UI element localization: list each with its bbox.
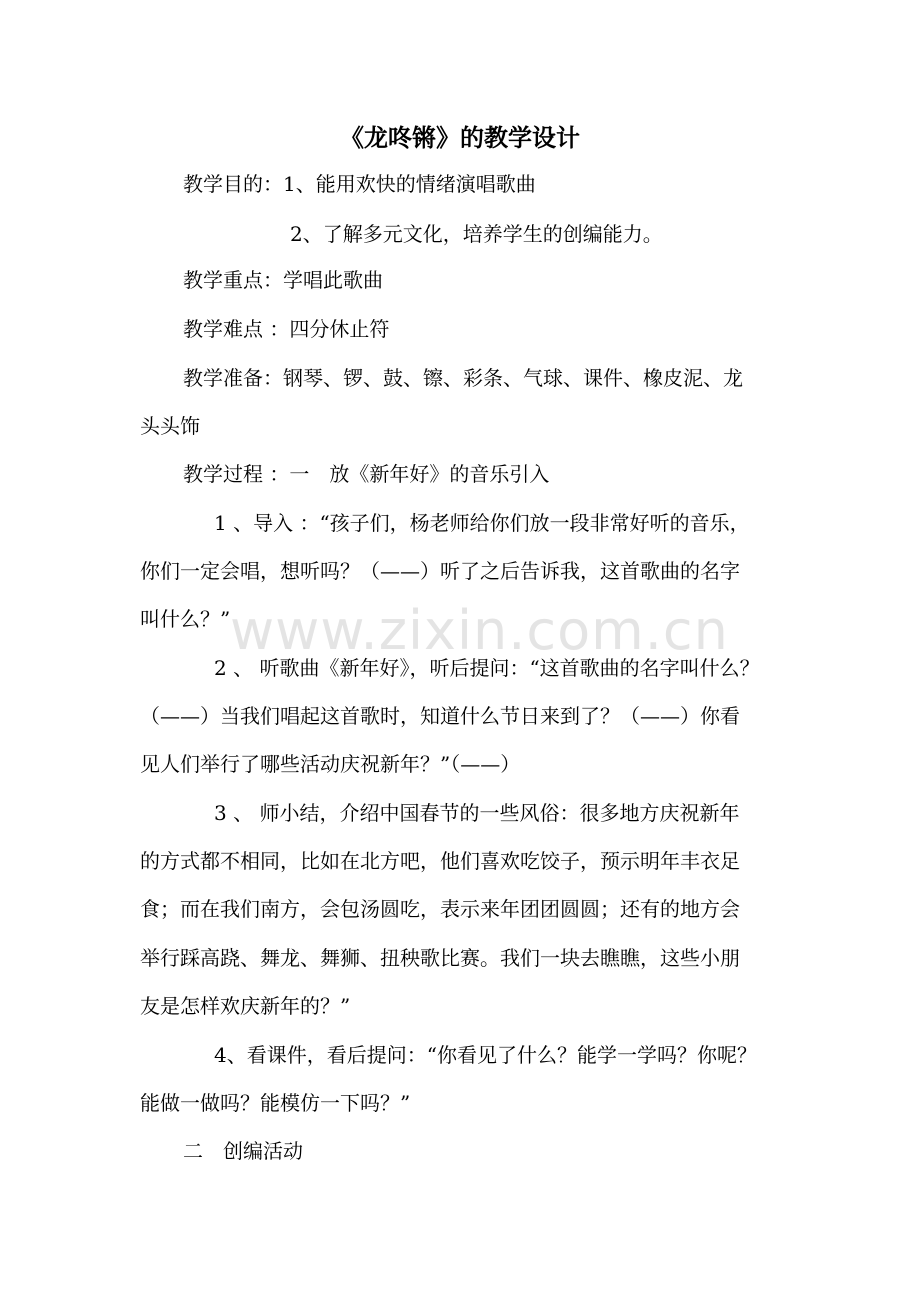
step3-line-5: 友是怎样欢庆新年的？” (140, 994, 351, 1018)
step3-line-3: 食；而在我们南方，会包汤圆吃，表示来年团团圆圆；还有的地方会 (140, 897, 740, 921)
section-two-heading: 二 创编活动 (183, 1139, 303, 1163)
step2-line-2: （——）当我们唱起这首歌时，知道什么节日来到了？（——）你看 (140, 704, 740, 728)
step3-line-1: 3 、 师小结，介绍中国春节的一些风俗：很多地方庆祝新年 (214, 801, 740, 825)
step2-line-3: 见人们举行了哪些活动庆祝新年？”（——） (140, 752, 521, 776)
preparation-line-1: 教学准备：钢琴、锣、鼓、镲、彩条、气球、课件、橡皮泥、龙 (183, 366, 743, 390)
preparation-line-2: 头头饰 (140, 414, 200, 438)
step3-line-4: 举行踩高跷、舞龙、舞狮、扭秧歌比赛。我们一块去瞧瞧，这些小朋 (140, 946, 740, 970)
step4-line-1: 4、看课件，看后提问：“你看见了什么？能学一学吗？你呢？ (214, 1043, 757, 1067)
step2-line-1: 2 、 听歌曲《新年好》，听后提问：“这首歌曲的名字叫什么？ (214, 656, 760, 680)
process-heading-line: 教学过程 ：一 放《新年好》的音乐引入 (183, 462, 550, 486)
key-point-line: 教学重点：学唱此歌曲 (183, 268, 383, 292)
step1-line-1: 1 、导入 ：“孩子们，杨老师给你们放一段非常好听的音乐， (214, 511, 750, 535)
difficulty-line: 教学难点 ：四分休止符 (183, 317, 390, 341)
step3-line-2: 的方式都不相同，比如在北方吧，他们喜欢吃饺子，预示明年丰衣足 (140, 849, 740, 873)
objective-line-1: 教学目的：1、能用欢快的情绪演唱歌曲 (183, 172, 536, 196)
step1-line-3: 叫什么？” (140, 607, 231, 631)
watermark-text: www.zixin.com.cn (230, 599, 729, 662)
objective-line-2: 2、了解多元文化，培养学生的创编能力。 (290, 222, 663, 246)
step4-line-2: 能做一做吗？能模仿一下吗？” (140, 1091, 411, 1115)
document-title: 《龙咚锵》的教学设计 (340, 123, 580, 152)
step1-line-2: 你们一定会唱，想听吗？（——）听了之后告诉我，这首歌曲的名字 (140, 559, 740, 583)
